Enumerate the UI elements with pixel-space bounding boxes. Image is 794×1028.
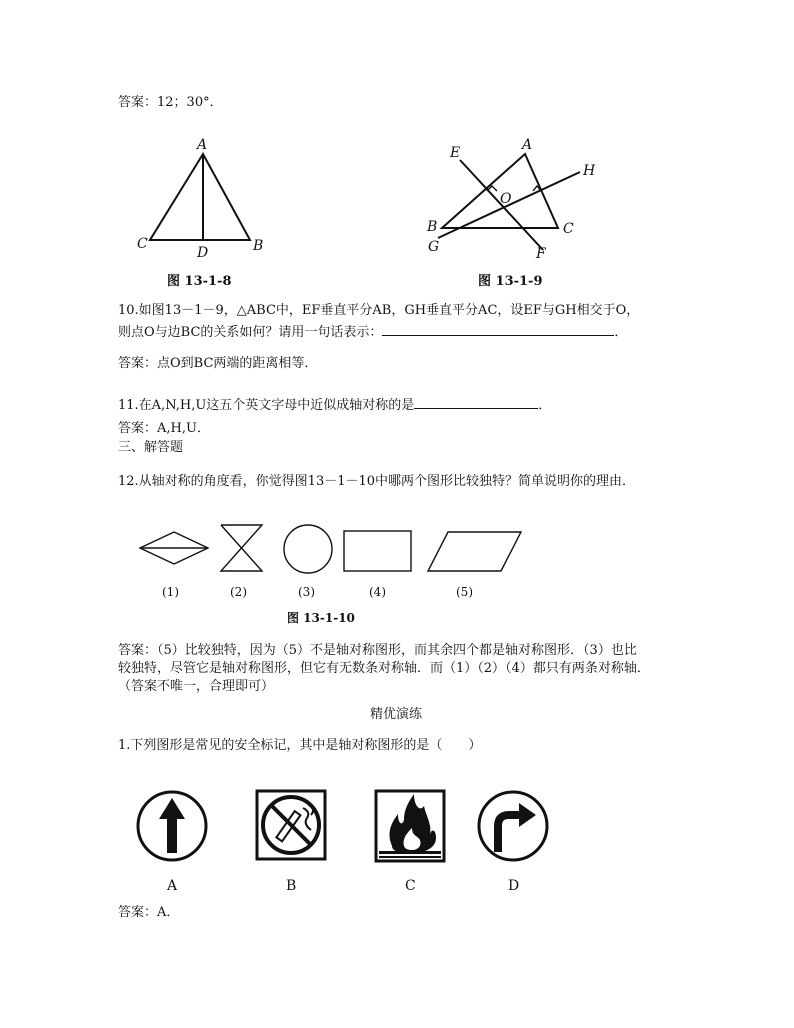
fig10-label-3: (3) xyxy=(298,585,315,599)
question-10-line2: 则点O与边BC的关系如何？请用一句话表示： ． xyxy=(118,325,628,340)
fig9-label-c: C xyxy=(563,221,574,237)
fig10-caption: 图 13-1-10 xyxy=(287,611,355,625)
fig10-label-1: (1) xyxy=(162,585,179,599)
section-heading-3: 三、解答题 xyxy=(118,440,184,455)
answer-12-line2: 较独特，尽管它是轴对称图形，但它有无数条对称轴．而（1）（2）（4）都只有两条对称轴． xyxy=(118,661,650,676)
fig10-label-4: (4) xyxy=(369,585,386,599)
sign-label-a: A xyxy=(167,878,178,894)
turn-right-sign-icon xyxy=(479,792,547,860)
sign-label-c: C xyxy=(405,878,416,894)
answer-12-line3: （答案不唯一，合理即可） xyxy=(118,679,275,694)
answer-1: 答案：A． xyxy=(118,905,180,920)
answer-12-line1: 答案：（5）比较独特，因为（5）不是轴对称图形，而其余四个都是轴对称图形．（3）也比 xyxy=(118,643,637,658)
fig10-label-5: (5) xyxy=(456,585,473,599)
fire-flame-sign-icon xyxy=(376,791,444,861)
fig9-caption: 图 13-1-9 xyxy=(478,274,543,289)
question-10-line1: 10.如图13－1－9，△ABC中，EF垂直平分AB，GH垂直平分AC，设EF与GH相交于O， xyxy=(118,303,640,318)
question-12: 12.从轴对称的角度看，你觉得图13－1－10中哪两个图形比较独特？简单说明你的理由． xyxy=(118,474,636,489)
sign-label-b: B xyxy=(286,878,297,894)
no-smoking-sign-icon xyxy=(257,791,325,859)
section-title: 精优演练 xyxy=(370,707,423,722)
fig9-label-o: O xyxy=(500,191,512,207)
fig9-label-b: B xyxy=(427,219,438,235)
fig9-label-h: H xyxy=(583,163,596,179)
fig8-caption: 图 13-1-8 xyxy=(167,274,232,289)
fig8-label-b: B xyxy=(253,238,264,254)
sign-label-d: D xyxy=(508,878,520,894)
fig9-label-e: E xyxy=(450,145,461,161)
fig10-label-2: (2) xyxy=(230,585,247,599)
question-1: 1.下列图形是常见的安全标记，其中是轴对称图形的是（ ） xyxy=(118,738,482,753)
fig8-label-d: D xyxy=(197,245,209,261)
fig9-label-g: G xyxy=(428,239,440,255)
fig9-label-a: A xyxy=(522,137,533,153)
fig8-label-c: C xyxy=(137,236,148,252)
answer-10: 答案：点O到BC两端的距离相等． xyxy=(118,356,318,371)
answer-11: 答案：A,H,U． xyxy=(118,421,210,436)
fig9-label-f: F xyxy=(536,246,546,262)
question-11: 11.在A,N,H,U这五个英文字母中近似成轴对称的是 ． xyxy=(118,398,552,413)
fig8-label-a: A xyxy=(197,137,208,153)
answer-9: 答案：12；30°． xyxy=(118,95,223,110)
up-arrow-sign-icon xyxy=(138,792,206,860)
